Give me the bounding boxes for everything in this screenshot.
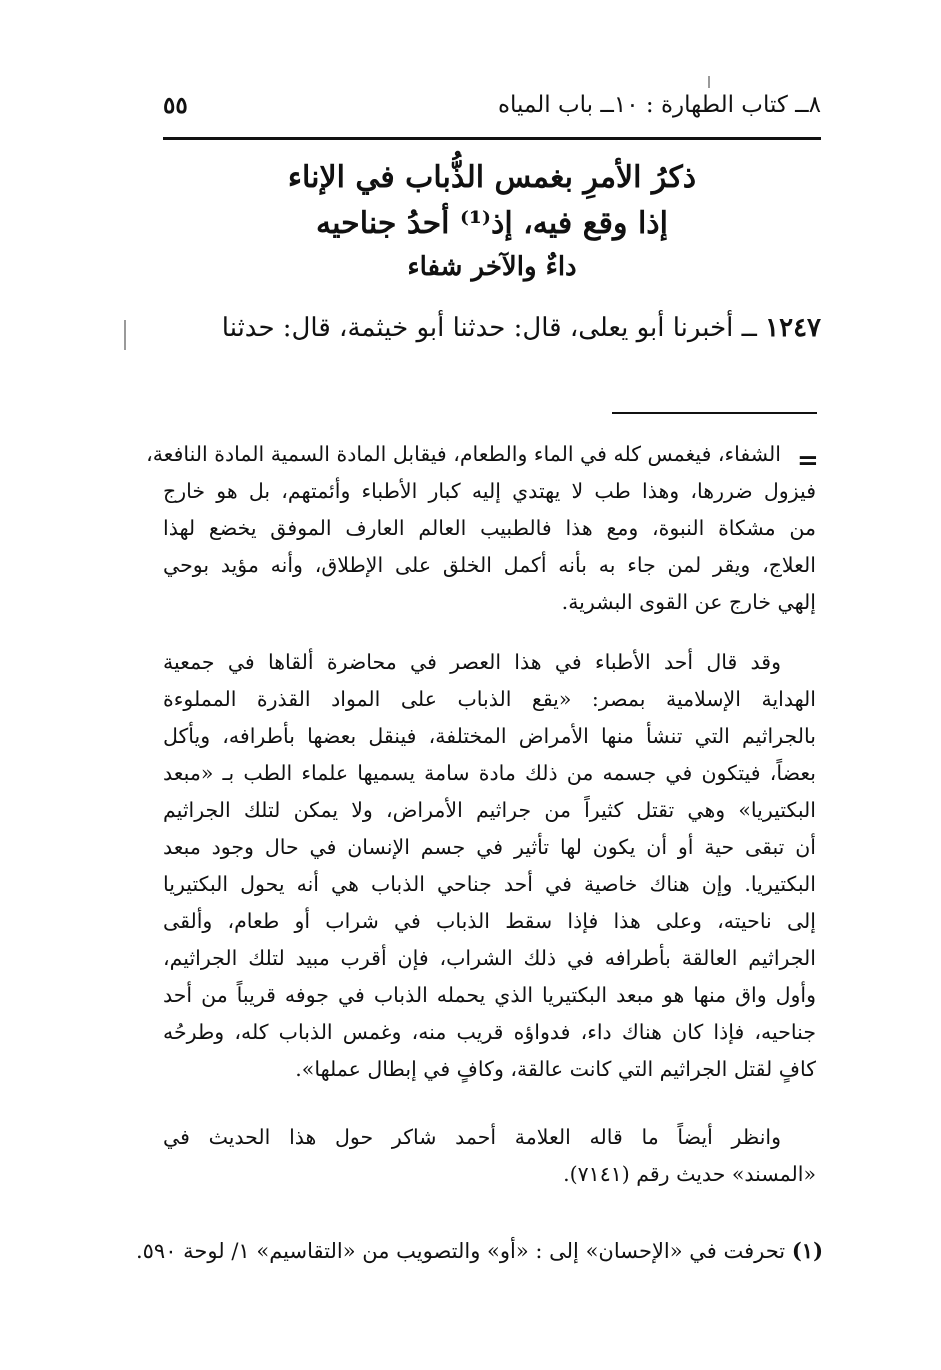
commentary-line: إلى ناحيته، وعلى هذا فإذا سقط الذباب في شراب أو طعام، وألقى	[163, 909, 816, 933]
footnote	[135, 1238, 823, 1263]
commentary-line: الجراثيم العالقة بأطرافه في ذلك الشراب، فإن أقرب مبيد لتلك الجراثيم،	[163, 946, 816, 970]
commentary-line: العلاج، ويقر لمن جاء به بأنه أكمل الخلق على الإطلاق، وأنه مؤيد بوحي	[163, 553, 816, 577]
commentary-line: كافٍ لقتل الجراثيم التي كانت عالقة، وكافٍ في إبطال عملها».	[295, 1057, 816, 1081]
footnote-separator	[612, 412, 817, 414]
commentary-line: جناحيه، فإذا كان هناك داء، فدواؤه قريب منه، وغمس الذباب كله، وطرحُه	[163, 1020, 816, 1044]
footnote-text: تحرفت في «الإحسان» إلى : «أو» والتصويب من «التقاسيم» ١/ لوحة ٥٩٠.	[135, 1239, 786, 1263]
running-header: ٨ــ كتاب الطهارة : ١٠ــ باب المياه	[498, 92, 821, 118]
margin-mark	[708, 76, 710, 88]
commentary-line: الشفاء، فيغمس كله في الماء والطعام، فيقابل المادة السمية المادة النافعة،	[146, 442, 781, 466]
commentary-line: الهداية الإسلامية بمصر: «يقع الذباب على المواد القذرة المملوءة	[163, 687, 816, 711]
commentary-line: إلهي خارج عن القوى البشرية.	[561, 590, 816, 614]
chapter-title-line-2: إذا وقع فيه، إذ⁽¹⁾ أحدُ جناحيه	[316, 206, 668, 241]
margin-mark	[124, 320, 126, 350]
page-number: ٥٥	[163, 92, 188, 119]
header-rule	[163, 137, 821, 140]
hadith-line	[163, 313, 821, 343]
commentary-line: «المسند» حديث رقم (٧١٤١).	[563, 1162, 816, 1186]
chapter-title-line-3: داءٌ والآخر شفاء	[407, 252, 577, 282]
commentary-line: بالجراثيم التي تنشأ منها الأمراض المختلفة، فينقل بعضها بأطرافه، ويأكل	[163, 724, 816, 748]
commentary-line: أن تبقى حية أو أن يكون لها تأثير في جسم الإنسان في حال وجود مبعد	[163, 835, 816, 859]
commentary-line: وانظر أيضاً ما قاله العلامة أحمد شاكر حول هذا الحديث في	[163, 1125, 781, 1149]
footnote-number: (١)	[791, 1238, 823, 1263]
continuation-mark: =	[797, 446, 819, 476]
hadith-text: ــ أخبرنا أبو يعلى، قال: حدثنا أبو خيثمة، قال: حدثنا	[221, 313, 757, 343]
commentary-line: البكتيريا. وإن هناك خاصية في أحد جناحي الذباب هي أنه يحول البكتيريا	[163, 872, 816, 896]
commentary-line: وأول واق منها هو مبعد البكتيريا الذي يحمله الذباب في جوفه قريباً من أحد	[163, 983, 816, 1007]
commentary-line: وقد قال أحد الأطباء في هذا العصر في محاضرة ألقاها في جمعية	[163, 650, 781, 674]
commentary-line: فيزول ضررها، وهذا طب لا يهتدي إليه كبار الأطباء وأئمتهم، بل هو خارج	[163, 479, 816, 503]
commentary-line: بعضاً، فيتكون في جسمه من ذلك مادة سامة يسميها علماء الطب بـ «مبعد	[163, 761, 816, 785]
chapter-title-line-1: ذكرُ الأمرِ بغمس الذُّباب في الإناء	[287, 160, 697, 195]
commentary-line: البكتيريا» وهي تقتل كثيراً من جراثيم الأمراض، ولا يمكن لتلك الجراثيم	[163, 798, 816, 822]
commentary-line: من مشكاة النبوة، ومع هذا فالطبيب العالم العارف الموفق يخضع لهذا	[163, 516, 816, 540]
hadith-number: ١٢٤٧	[765, 313, 821, 343]
